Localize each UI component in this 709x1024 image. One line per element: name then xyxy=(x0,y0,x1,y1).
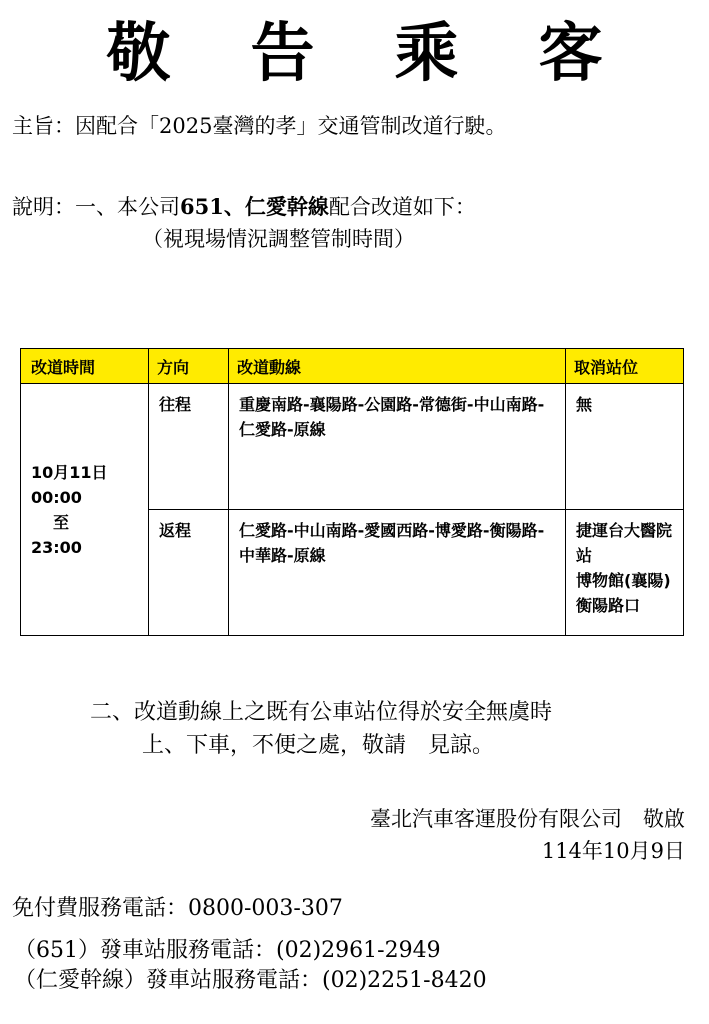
detour-end-time: 23:00 xyxy=(31,537,82,557)
company-signature: 臺北汽車客運股份有限公司 敬啟 xyxy=(370,807,685,831)
description-line-2: （視現場情況調整管制時間） xyxy=(142,227,415,251)
route-cell: 仁愛路-中山南路-愛國西路-博愛路-衡陽路-中華路-原線 xyxy=(229,510,566,636)
table-header-row xyxy=(21,349,684,384)
detour-to-label: 至 xyxy=(53,512,70,532)
description-line-1 xyxy=(12,194,476,220)
header-time: 改道時間 xyxy=(21,349,149,384)
detour-table xyxy=(20,348,684,636)
page-title: 敬告乘客 xyxy=(106,17,683,91)
header-cancelled-stops: 取消站位 xyxy=(566,349,684,384)
detour-date: 10月11日 xyxy=(31,462,108,482)
note-line-1: 二、改道動線上之既有公車站位得於安全無虞時 xyxy=(90,700,553,725)
direction-cell: 往程 xyxy=(149,384,229,510)
cancelled-stop: 衡陽路口 xyxy=(576,596,641,615)
route-cell: 重慶南路-襄陽路-公園路-常德街-中山南路-仁愛路-原線 xyxy=(229,384,566,510)
detour-time-cell xyxy=(21,384,149,636)
note-line-2: 上、下車，不便之處，敬請 見諒。 xyxy=(142,733,495,758)
detour-start-time: 00:00 xyxy=(31,487,82,507)
table-row xyxy=(21,384,684,510)
phone-651-depot: （651）發車站服務電話：(02)2961-2949 xyxy=(14,938,441,963)
direction-cell: 返程 xyxy=(149,510,229,636)
cancelled-stop: 無 xyxy=(576,395,593,414)
description-prefix: 說明：一、本公司 xyxy=(12,195,180,219)
header-direction: 方向 xyxy=(149,349,229,384)
phone-renai-depot: （仁愛幹線）發車站服務電話：(02)2251-8420 xyxy=(14,968,487,993)
toll-free-hotline: 免付費服務電話：0800-003-307 xyxy=(12,896,343,921)
description-suffix: 配合改道如下： xyxy=(328,195,476,219)
cancelled-stop: 捷運台大醫院站 xyxy=(576,521,673,565)
notice-date: 114年10月9日 xyxy=(541,839,685,863)
cancelled-stops-cell xyxy=(566,384,684,510)
subject-line: 主旨：因配合「2025臺灣的孝」交通管制改道行駛。 xyxy=(12,114,507,138)
header-route: 改道動線 xyxy=(229,349,566,384)
cancelled-stop: 博物館(襄陽) xyxy=(576,571,671,590)
cancelled-stops-cell xyxy=(566,510,684,636)
description-routes: 651、仁愛幹線 xyxy=(180,194,329,219)
